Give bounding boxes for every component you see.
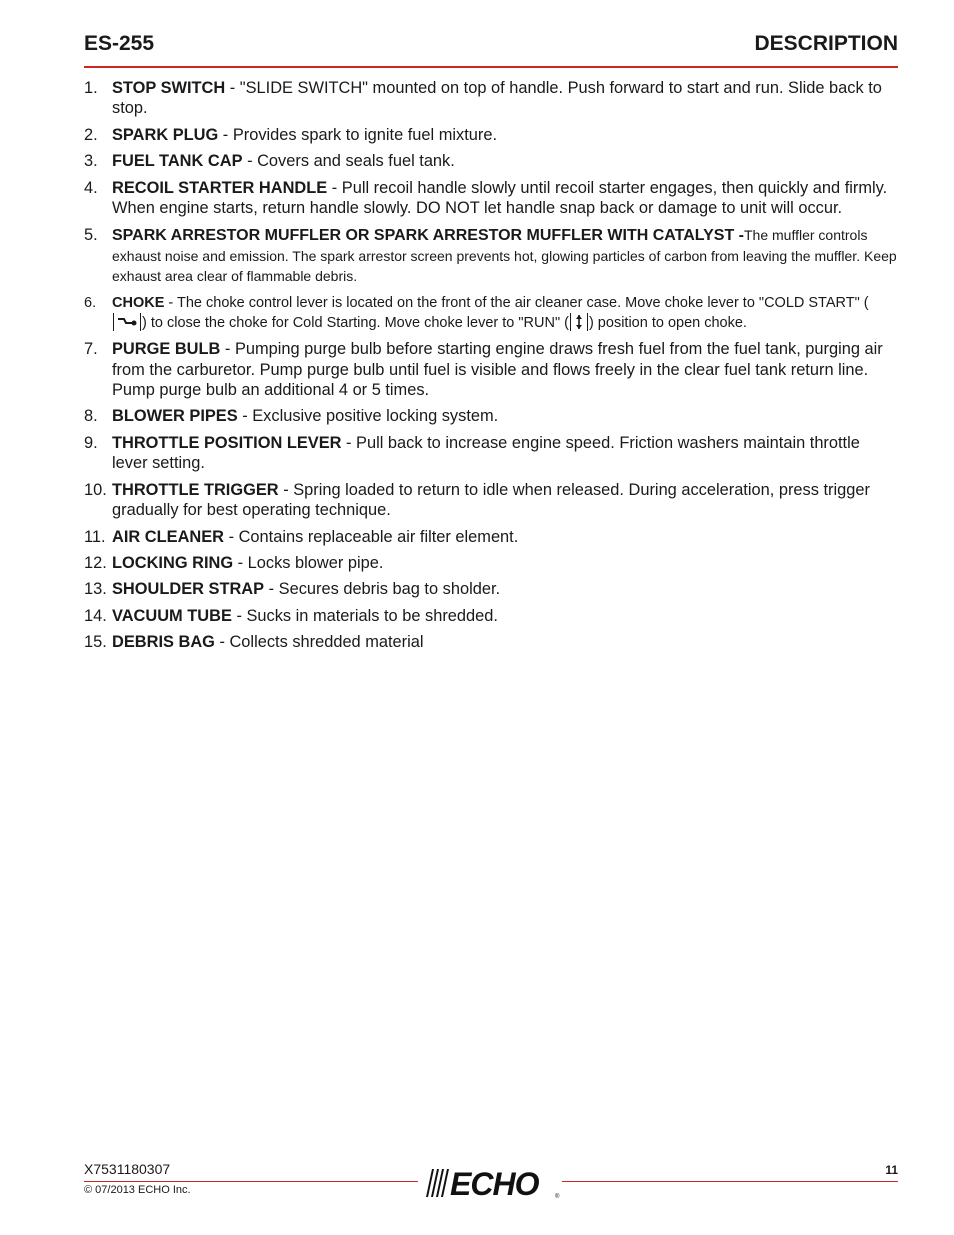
page-number: 11 [885, 1163, 898, 1177]
item-term: CHOKE [112, 294, 165, 311]
list-item [84, 632, 898, 652]
list-item [84, 553, 898, 573]
item-number: 11. [84, 527, 106, 546]
item-description: - Locks blower pipe. [233, 554, 384, 572]
item-term: DEBRIS BAG [112, 633, 215, 652]
item-term: THROTTLE POSITION LEVER [112, 433, 342, 452]
item-description: - Provides spark to ignite fuel mixture. [218, 125, 498, 144]
item-term: FUEL TANK CAP [112, 152, 243, 171]
section-title: DESCRIPTION [754, 32, 898, 55]
svg-text:®: ® [555, 1194, 560, 1199]
item-number: 3. [84, 152, 98, 171]
list-item [84, 579, 898, 599]
item-description-continued: ) to close the choke for Cold Starting. Move choke lever to "RUN" ( [142, 314, 569, 331]
item-description: - Collects shredded material [214, 633, 424, 652]
item-term: THROTTLE TRIGGER [112, 480, 279, 499]
item-description: - "SLIDE SWITCH" mounted on top of handle. Push forward to start and run. Slide back to stop. [112, 79, 882, 118]
footer-rule-left [84, 1181, 418, 1182]
item-description: - The choke control lever is located on the front of the air cleaner case. Move choke lever to "COLD START" ( [164, 294, 869, 311]
list-item [84, 339, 898, 400]
page-header [84, 30, 898, 68]
item-term: AIR CLEANER [112, 527, 225, 546]
echo-logo [422, 1165, 562, 1199]
item-term: SPARK PLUG [112, 125, 219, 144]
list-item [84, 178, 898, 219]
list-item [84, 406, 898, 426]
item-number: 1. [84, 79, 98, 97]
item-description: - Pull recoil handle slowly until recoil starter engages, then quickly and firmly. When engine starts, return handle slowly. DO NOT let handle snap back or damage to unit will occur. [112, 178, 888, 218]
item-term: RECOIL STARTER HANDLE [112, 178, 328, 197]
item-term: VACUUM TUBE [112, 606, 232, 625]
item-description-end: ) position to open choke. [588, 314, 747, 331]
item-number: 6. [84, 294, 97, 311]
item-number: 4. [84, 178, 98, 197]
list-item [84, 293, 898, 334]
item-term: SPARK ARRESTOR MUFFLER OR SPARK ARRESTOR MUFFLER WITH CATALYST - [112, 226, 744, 244]
list-item [84, 527, 898, 547]
list-item [84, 433, 898, 474]
model-title: ES-255 [84, 32, 155, 55]
item-number: 8. [84, 407, 98, 426]
svg-text:ECHO: ECHO [450, 1166, 539, 1199]
list-item [84, 480, 898, 521]
item-term: BLOWER PIPES [112, 407, 238, 426]
item-number: 12. [84, 554, 107, 572]
list-item [84, 78, 898, 119]
item-number: 5. [84, 225, 98, 244]
item-description: - Covers and seals fuel tank. [242, 152, 455, 171]
item-number: 13. [84, 580, 107, 599]
item-number: 14. [84, 606, 107, 625]
item-description: - Contains replaceable air filter element. [224, 527, 519, 546]
item-description: The muffler controls exhaust noise and emission. The spark arrestor screen prevents hot, glowing particles of carbon from leaving the muffler. Keep exhaust area clear of flammable debris. [112, 226, 897, 285]
document-number: X7531180307 [84, 1161, 171, 1177]
item-term: STOP SWITCH [112, 79, 226, 97]
item-term: SHOULDER STRAP [112, 580, 265, 599]
choke-run-icon [570, 313, 588, 331]
item-description: - Secures debris bag to sholder. [264, 580, 501, 599]
item-description: - Pull back to increase engine speed. Friction washers maintain throttle lever setting. [112, 433, 860, 473]
list-item [84, 151, 898, 171]
item-number: 9. [84, 433, 98, 452]
item-description: - Spring loaded to return to idle when released. During acceleration, press trigger gradually for best operating technique. [112, 480, 870, 520]
item-description: - Sucks in materials to be shredded. [231, 606, 498, 625]
item-description: - Pumping purge bulb before starting engine draws fresh fuel from the fuel tank, purging air from the carburetor. Pump purge bulb until fuel is visible and flows freely in the clear fuel tank return line. Pump purge bulb an additional 4 or 5 times. [112, 340, 883, 399]
item-term: PURGE BULB [112, 340, 221, 359]
list-item [84, 606, 898, 626]
copyright: © 07/2013 ECHO Inc. [84, 1184, 191, 1196]
list-item [84, 125, 898, 145]
item-number: 10. [84, 480, 107, 499]
list-item [84, 225, 898, 287]
item-number: 2. [84, 125, 98, 144]
footer-rule-right [562, 1181, 898, 1182]
component-description-list [84, 78, 898, 659]
item-number: 7. [84, 340, 98, 359]
item-term: LOCKING RING [112, 554, 234, 572]
choke-cold-start-icon [113, 313, 141, 331]
item-number: 15. [84, 633, 107, 652]
item-description: - Exclusive positive locking system. [237, 407, 499, 426]
